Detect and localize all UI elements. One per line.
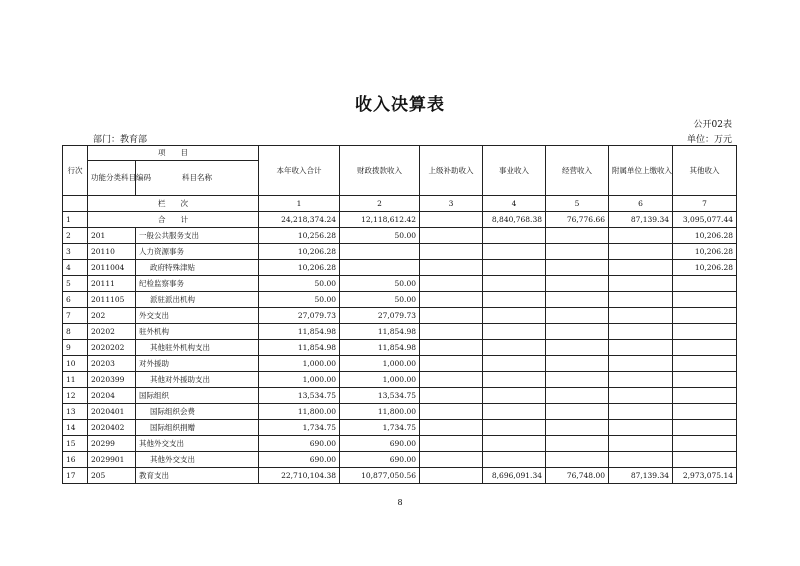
row-seq: 13 [63,404,88,420]
table-row [63,420,737,436]
table-row [63,324,737,340]
page-number: 8 [397,498,403,507]
row-fiscal [340,260,420,276]
row-total-income: 50.00 [259,276,340,292]
row-seq: 3 [63,244,88,260]
table-row [63,372,737,388]
row-superior [420,340,483,356]
row-total-income: 24,218,374.24 [259,212,340,228]
row-code: 20202 [88,324,136,340]
department-label: 部门：教育部 [93,135,148,145]
row-affiliated: 87,139.34 [609,468,673,484]
row-total-income: 10,206.28 [259,260,340,276]
row-subject-name: 其他外交支出 [136,452,259,468]
row-subject-name: 教育支出 [136,468,259,484]
table-row [63,404,737,420]
row-superior [420,356,483,372]
row-seq: 12 [63,388,88,404]
row-total-income: 690.00 [259,436,340,452]
row-code: 2020399 [88,372,136,388]
row-seq: 9 [63,340,88,356]
row-fiscal: 10,877,050.56 [340,468,420,484]
row-operating [546,372,609,388]
row-business [483,388,546,404]
row-subject-name: 其他外交支出 [136,436,259,452]
row-fiscal: 690.00 [340,452,420,468]
row-superior [420,436,483,452]
table-row [63,388,737,404]
income-table [62,145,737,484]
row-seq: 4 [63,260,88,276]
header-row-seq: 行次 [63,146,88,196]
header-total-income: 本年收入合计 [259,146,340,196]
col-num: 5 [546,196,609,212]
table-row [63,244,737,260]
row-seq: 8 [63,324,88,340]
form-number: 公开02表 [693,120,732,130]
row-superior [420,260,483,276]
col-num: 2 [340,196,420,212]
row-code: 20204 [88,388,136,404]
row-superior [420,244,483,260]
col-num: 1 [259,196,340,212]
row-subject-name: 外交支出 [136,308,259,324]
row-total-income: 27,079.73 [259,308,340,324]
row-fiscal: 50.00 [340,228,420,244]
row-superior [420,308,483,324]
row-business [483,356,546,372]
row-subject-name: 一般公共服务支出 [136,228,259,244]
row-affiliated [609,436,673,452]
row-code: 20299 [88,436,136,452]
row-seq: 2 [63,228,88,244]
row-business [483,292,546,308]
row-subject-name: 国际组织 [136,388,259,404]
row-total-income: 1,000.00 [259,356,340,372]
row-fiscal: 13,534.75 [340,388,420,404]
row-fiscal: 50.00 [340,276,420,292]
row-other: 2,973,075.14 [673,468,737,484]
row-business [483,436,546,452]
row-seq: 16 [63,452,88,468]
row-superior [420,228,483,244]
row-business [483,244,546,260]
row-operating [546,308,609,324]
row-business [483,420,546,436]
row-superior [420,276,483,292]
row-other: 3,095,077.44 [673,212,737,228]
row-subject-name: 纪检监察事务 [136,276,259,292]
header-business: 事业收入 [483,146,546,196]
row-fiscal: 11,854.98 [340,324,420,340]
row-operating [546,276,609,292]
row-fiscal: 1,000.00 [340,372,420,388]
row-affiliated [609,340,673,356]
row-operating [546,228,609,244]
row-seq: 6 [63,292,88,308]
table-row [63,452,737,468]
row-affiliated [609,324,673,340]
row-operating [546,436,609,452]
header-fiscal: 财政拨款收入 [340,146,420,196]
row-seq: 17 [63,468,88,484]
table-row [63,292,737,308]
table-row [63,260,737,276]
row-total-income: 22,710,104.38 [259,468,340,484]
row-total-income: 11,854.98 [259,340,340,356]
row-affiliated [609,292,673,308]
row-operating [546,388,609,404]
row-other [673,420,737,436]
row-business: 8,840,768.38 [483,212,546,228]
row-operating [546,244,609,260]
unit-label: 单位：万元 [686,135,732,145]
row-affiliated [609,260,673,276]
row-fiscal: 1,000.00 [340,356,420,372]
row-other [673,324,737,340]
row-fiscal: 27,079.73 [340,308,420,324]
table-row [63,468,737,484]
row-fiscal: 50.00 [340,292,420,308]
row-operating [546,404,609,420]
row-affiliated [609,388,673,404]
row-subject-name: 对外援助 [136,356,259,372]
row-business [483,372,546,388]
row-affiliated [609,404,673,420]
row-other [673,292,737,308]
row-other [673,340,737,356]
table-row [63,436,737,452]
row-operating: 76,776.66 [546,212,609,228]
header-col-blank [63,196,88,212]
row-total-income: 10,206.28 [259,244,340,260]
table-row [63,212,737,228]
row-affiliated [609,356,673,372]
page-title: 收入决算表 [355,95,445,115]
row-code: 205 [88,468,136,484]
row-other [673,436,737,452]
row-operating: 76,748.00 [546,468,609,484]
row-affiliated [609,452,673,468]
row-subject-name: 其他驻外机构支出 [136,340,259,356]
row-superior [420,212,483,228]
row-business [483,308,546,324]
row-superior [420,420,483,436]
row-business [483,228,546,244]
row-affiliated [609,228,673,244]
row-other [673,276,737,292]
row-business [483,404,546,420]
row-seq: 1 [63,212,88,228]
row-seq: 7 [63,308,88,324]
row-total-income: 11,854.98 [259,324,340,340]
row-fiscal [340,244,420,260]
row-operating [546,340,609,356]
row-other [673,404,737,420]
row-total-income: 11,800.00 [259,404,340,420]
row-operating [546,452,609,468]
col-num: 7 [673,196,737,212]
row-superior [420,324,483,340]
row-code: 201 [88,228,136,244]
table-row [63,356,737,372]
row-other [673,372,737,388]
row-other [673,452,737,468]
row-seq: 10 [63,356,88,372]
row-business [483,340,546,356]
row-code: 2020402 [88,420,136,436]
row-total-income: 1,000.00 [259,372,340,388]
row-superior [420,372,483,388]
row-operating [546,324,609,340]
row-code: 2011105 [88,292,136,308]
row-fiscal: 1,734.75 [340,420,420,436]
table-row [63,276,737,292]
row-operating [546,292,609,308]
header-operating: 经营收入 [546,146,609,196]
header-func-code: 功能分类科目编码 [88,161,136,196]
row-seq: 11 [63,372,88,388]
row-other: 10,206.28 [673,244,737,260]
row-operating [546,260,609,276]
row-other [673,356,737,372]
row-subject-name: 国际组织会费 [136,404,259,420]
row-superior [420,404,483,420]
row-business [483,260,546,276]
row-fiscal: 12,118,612.42 [340,212,420,228]
row-seq: 14 [63,420,88,436]
header-other: 其他收入 [673,146,737,196]
col-num: 4 [483,196,546,212]
row-subject-name: 人力资源事务 [136,244,259,260]
row-business [483,452,546,468]
row-seq: 5 [63,276,88,292]
row-affiliated [609,420,673,436]
row-operating [546,420,609,436]
row-subject-name: 派驻派出机构 [136,292,259,308]
table-row [63,308,737,324]
row-code: 2020401 [88,404,136,420]
row-operating [546,356,609,372]
row-subject-name: 合 计 [88,212,259,228]
row-other: 10,206.28 [673,260,737,276]
header-item: 项 目 [88,146,259,161]
header-superior: 上级补助收入 [420,146,483,196]
row-fiscal: 11,854.98 [340,340,420,356]
row-subject-name: 其他对外援助支出 [136,372,259,388]
col-num: 3 [420,196,483,212]
row-subject-name: 政府特殊津贴 [136,260,259,276]
row-subject-name: 驻外机构 [136,324,259,340]
row-code: 20111 [88,276,136,292]
row-other: 10,206.28 [673,228,737,244]
row-business [483,324,546,340]
table-row [63,340,737,356]
row-code: 20203 [88,356,136,372]
row-affiliated [609,244,673,260]
header-affiliated: 附属单位上缴收入 [609,146,673,196]
row-affiliated [609,308,673,324]
row-total-income: 1,734.75 [259,420,340,436]
row-business [483,276,546,292]
row-affiliated [609,372,673,388]
header-col-row: 栏 次 [88,196,259,212]
row-other [673,388,737,404]
row-superior [420,468,483,484]
row-total-income: 50.00 [259,292,340,308]
row-affiliated [609,276,673,292]
row-total-income: 13,534.75 [259,388,340,404]
row-subject-name: 国际组织捐赠 [136,420,259,436]
row-other [673,308,737,324]
table-row [63,228,737,244]
row-code: 2020202 [88,340,136,356]
row-seq: 15 [63,436,88,452]
row-business: 8,696,091.34 [483,468,546,484]
row-code: 2029901 [88,452,136,468]
row-total-income: 690.00 [259,452,340,468]
row-superior [420,388,483,404]
row-total-income: 10,256.28 [259,228,340,244]
row-code: 202 [88,308,136,324]
row-code: 20110 [88,244,136,260]
row-fiscal: 11,800.00 [340,404,420,420]
col-num: 6 [609,196,673,212]
row-affiliated: 87,139.34 [609,212,673,228]
row-fiscal: 690.00 [340,436,420,452]
header-subject-name: 科目名称 [136,161,259,196]
row-superior [420,452,483,468]
row-superior [420,292,483,308]
row-code: 2011004 [88,260,136,276]
